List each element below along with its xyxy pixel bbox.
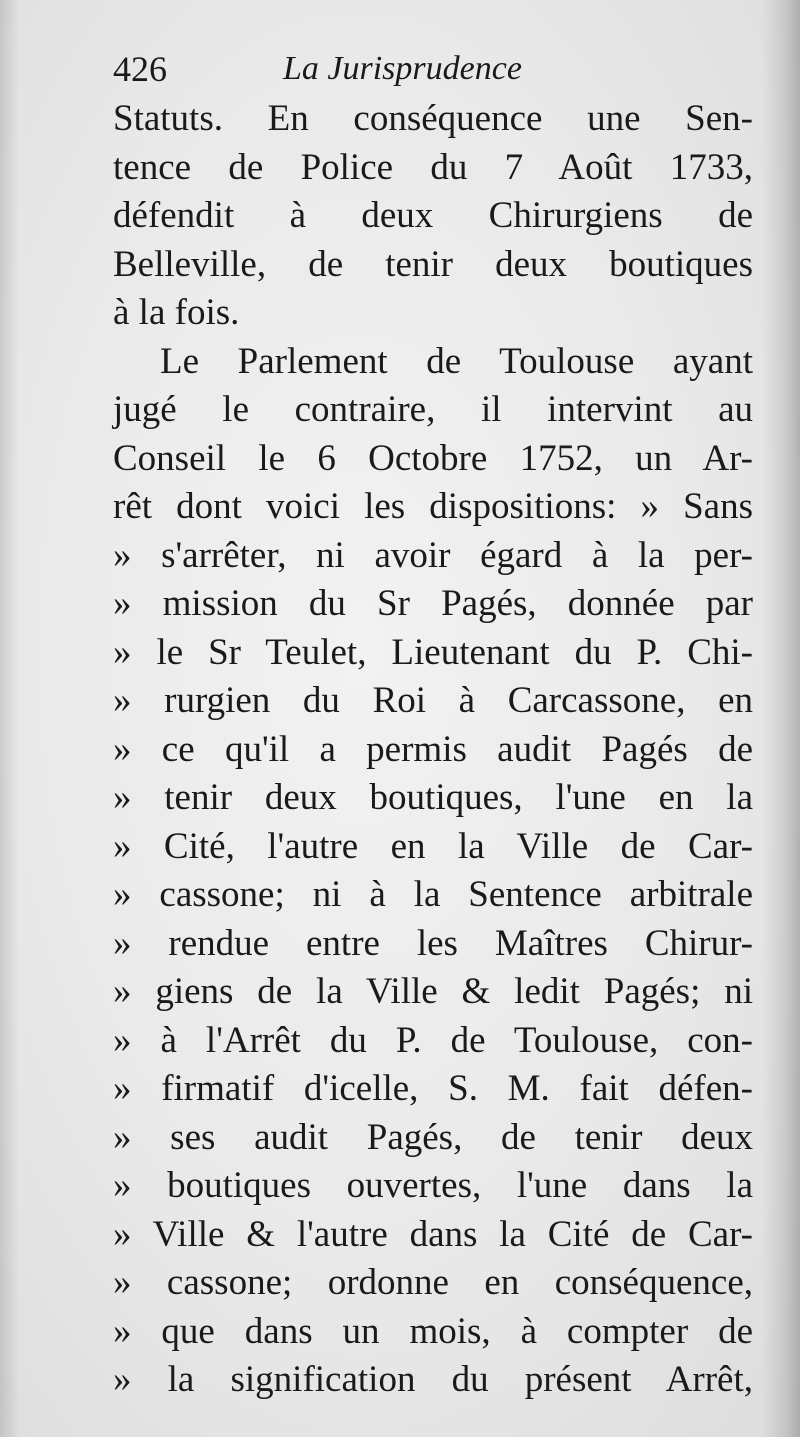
- text-line: » rendue entre les Maîtres Chirur-: [113, 922, 753, 964]
- text-line: » ce qu'il a permis audit Pagés de: [113, 728, 753, 770]
- page-right-shadow: [762, 0, 800, 1437]
- text-line: rêt dont voici les dispositions: » Sans: [113, 486, 753, 527]
- text-line: » le Sr Teulet, Lieutenant du P. Chi-: [113, 631, 753, 673]
- text-line: à la fois.: [113, 292, 240, 333]
- text-line: » cassone; ni à la Sentence arbitrale: [113, 874, 753, 915]
- text-line: » firmatif d'icelle, S. M. fait défen-: [113, 1068, 753, 1109]
- text-line: Conseil le 6 Octobre 1752, un Ar-: [113, 437, 753, 479]
- text-line: » à l'Arrêt du P. de Toulouse, con-: [113, 1019, 753, 1061]
- text-line: » rurgien du Roi à Carcassone, en: [113, 680, 753, 721]
- text-line: Le Parlement de Toulouse ayant: [160, 340, 753, 382]
- text-line: » Ville & l'autre dans la Cité de Car-: [113, 1213, 753, 1255]
- text-line: » que dans un mois, à compter de: [113, 1310, 753, 1352]
- text-line: » la signification du présent Arrêt,: [113, 1359, 753, 1400]
- text-line: Statuts. En conséquence une Sen-: [113, 98, 753, 139]
- text-line: jugé le contraire, il intervint au: [113, 389, 753, 430]
- body-text: [113, 95, 753, 1405]
- text-line: » Cité, l'autre en la Ville de Car-: [113, 825, 753, 867]
- page-header: [113, 44, 583, 94]
- text-line: tence de Police du 7 Août 1733,: [113, 146, 753, 188]
- text-line: » giens de la Ville & ledit Pagés; ni: [113, 971, 753, 1012]
- page-left-shadow: [0, 0, 20, 1437]
- text-line: » s'arrêter, ni avoir égard à la per-: [113, 534, 753, 576]
- text-line: défendit à deux Chirurgiens de: [113, 195, 753, 236]
- text-line: » ses audit Pagés, de tenir deux: [113, 1116, 753, 1158]
- text-line: » cassone; ordonne en conséquence,: [113, 1262, 753, 1303]
- text-line: » tenir deux boutiques, l'une en la: [113, 777, 753, 818]
- text-line: Belleville, de tenir deux boutiques: [113, 243, 753, 285]
- running-title: La Jurisprudence: [283, 50, 522, 87]
- page-number: 426: [113, 49, 167, 89]
- text-line: » mission du Sr Pagés, donnée par: [113, 583, 753, 624]
- text-line: » boutiques ouvertes, l'une dans la: [113, 1165, 753, 1206]
